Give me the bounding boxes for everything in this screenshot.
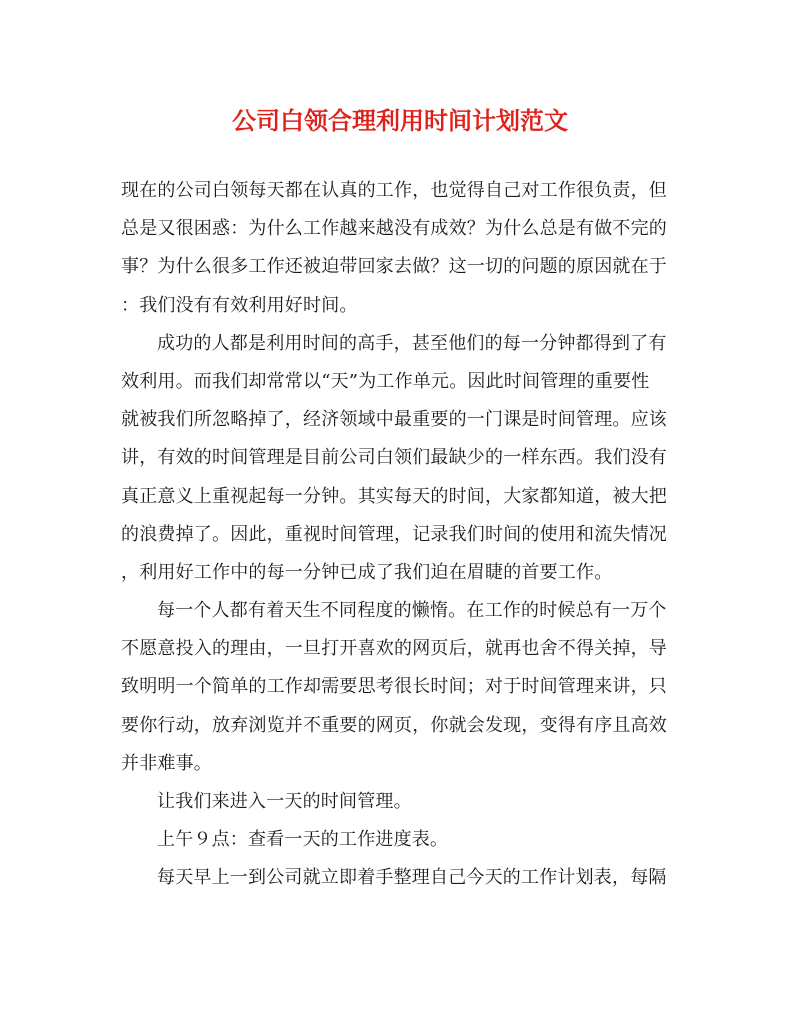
text-line: 效利用。而我们却常常以“天”为工作单元。因此时间管理的重要性 bbox=[121, 370, 650, 392]
paragraph-6 bbox=[121, 859, 673, 897]
text-line: 成功的人都是利用时间的高手，甚至他们的每一分钟都得到了有 bbox=[157, 332, 667, 354]
text-line: 事？为什么很多工作还被迫带回家去做？这一切的问题的原因就在于 bbox=[121, 256, 667, 278]
paragraph-2 bbox=[121, 325, 673, 592]
text-line: 每一个人都有着天生不同程度的懒惰。在工作的时候总有一万个 bbox=[157, 600, 667, 622]
text-line: 要你行动，放弃浏览并不重要的网页，你就会发现，变得有序且高效 bbox=[121, 714, 667, 736]
document-title: 公司白领合理利用时间计划范文 bbox=[232, 106, 568, 135]
text-line: ：我们没有有效利用好时间。 bbox=[121, 294, 358, 316]
text-line: 讲，有效的时间管理是目前公司白领们最缺少的一样东西。我们没有 bbox=[121, 447, 667, 469]
text-line: 总是又很困惑：为什么工作越来越没有成效？为什么总是有做不完的 bbox=[121, 218, 667, 240]
paragraph-3 bbox=[121, 592, 673, 783]
paragraph-5 bbox=[121, 821, 673, 859]
paragraph-1 bbox=[121, 172, 673, 325]
text-line: 就被我们所忽略掉了，经济领域中最重要的一门课是时间管理。应该 bbox=[121, 409, 667, 431]
paragraph-4 bbox=[121, 783, 673, 821]
document-body bbox=[121, 172, 673, 898]
text-line: 并非难事。 bbox=[121, 752, 212, 774]
text-line: 每天早上一到公司就立即着手整理自己今天的工作计划表，每隔 bbox=[157, 867, 667, 889]
text-line: 的浪费掉了。因此，重视时间管理，记录我们时间的使用和流失情况 bbox=[121, 523, 667, 545]
text-line: ，利用好工作中的每一分钟已成了我们迫在眉睫的首要工作。 bbox=[121, 561, 613, 583]
text-line: 现在的公司白领每天都在认真的工作，也觉得自己对工作很负责，但 bbox=[121, 180, 667, 201]
text-line: 让我们来进入一天的时间管理。 bbox=[157, 791, 412, 812]
text-line: 致明明一个简单的工作却需要思考很长时间；对于时间管理来讲，只 bbox=[121, 676, 667, 698]
text-line: 不愿意投入的理由，一旦打开喜欢的网页后，就再也舍不得关掉，导 bbox=[121, 638, 667, 660]
text-line: 真正意义上重视起每一分钟。其实每天的时间，大家都知道，被大把 bbox=[121, 485, 667, 507]
text-line: 上午９点：查看一天的工作进度表。 bbox=[157, 829, 449, 851]
